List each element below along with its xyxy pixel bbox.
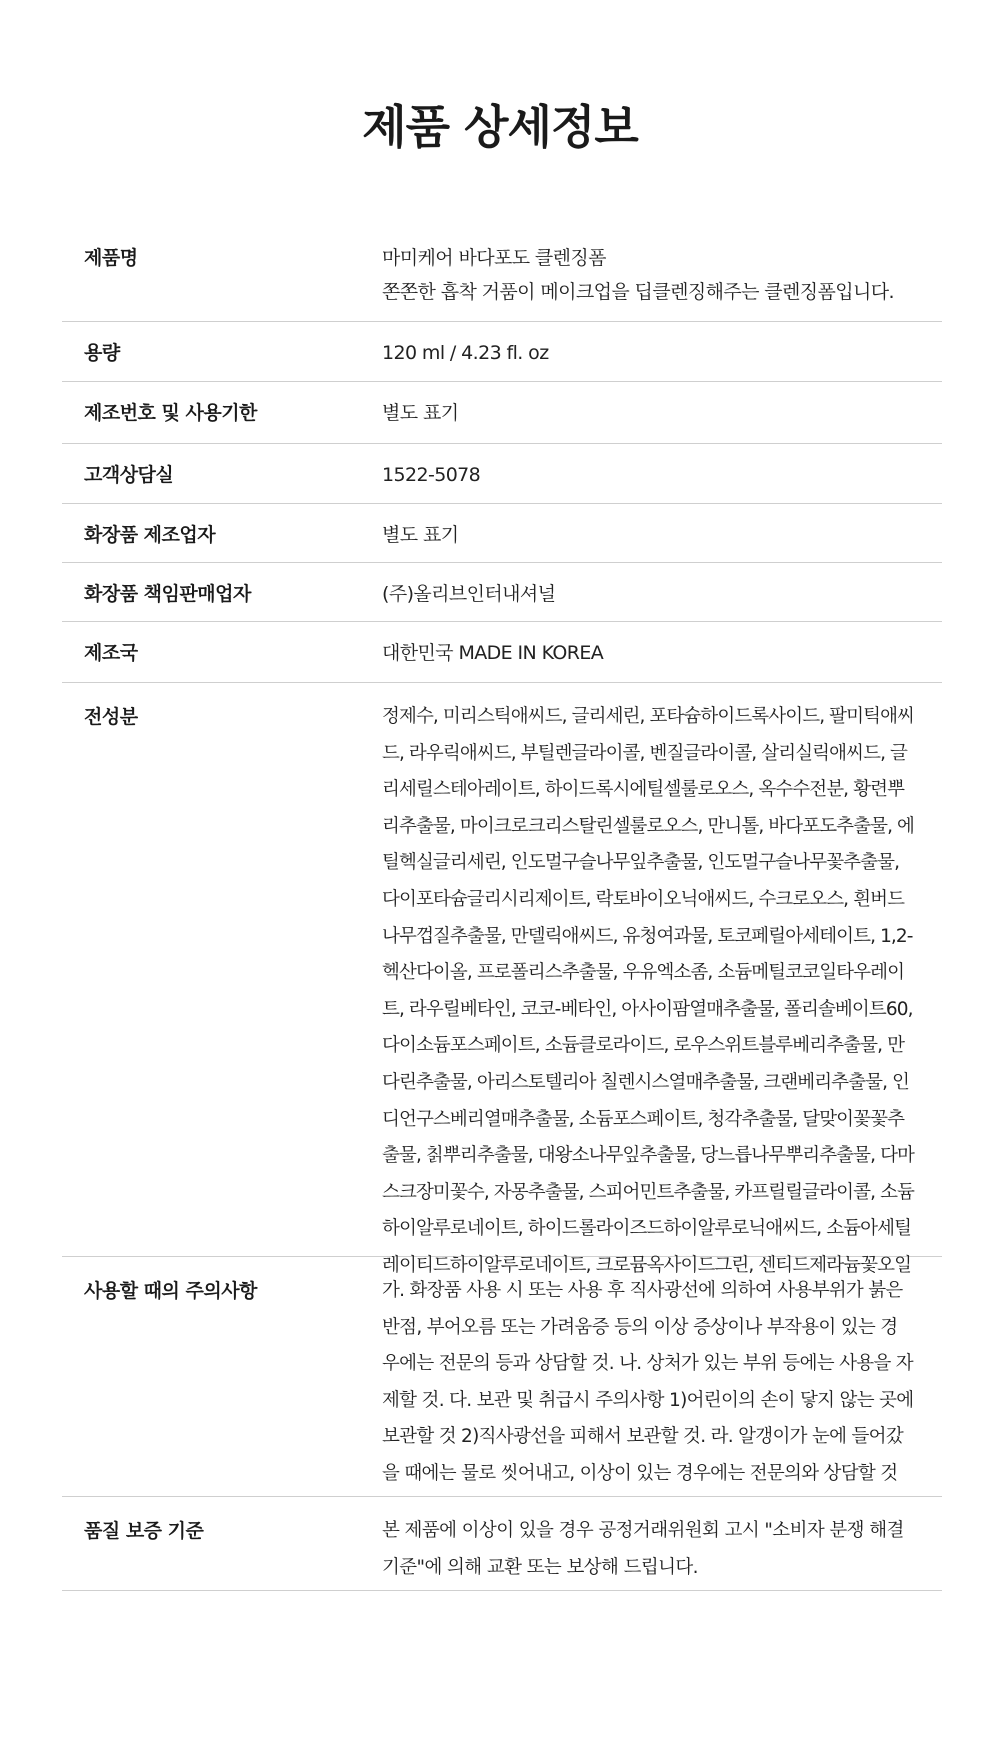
row-label: 고객상담실: [84, 464, 174, 486]
row-value: 별도 표기: [382, 402, 459, 424]
table-row-ingredients: [62, 683, 942, 1276]
row-label: 제조국: [84, 642, 138, 664]
table-row-customer-service: [62, 444, 942, 504]
page-title: 제품 상세정보: [362, 100, 638, 154]
row-value: 대한민국 MADE IN KOREA: [382, 642, 604, 664]
row-value: (주)올리브인터내셔널: [382, 583, 556, 605]
row-label: 사용할 때의 주의사항: [84, 1280, 257, 1302]
row-value: 1522-5078: [382, 464, 481, 486]
table-row-volume: [62, 322, 942, 382]
row-label: 제조번호 및 사용기한: [84, 402, 257, 424]
row-label: 화장품 제조업자: [84, 524, 216, 546]
row-value: 마미케어 바다포도 클렌징폼 쫀쫀한 흡착 거품이 메이크업을 딥클렌징해주는 클렌징폼입니다.: [382, 247, 894, 303]
product-info-table: [62, 227, 942, 1591]
row-value: 본 제품에 이상이 있을 경우 공정거래위원회 고시 "소비자 분쟁 해결 기준"에 의해 교환 또는 보상해 드립니다.: [382, 1520, 904, 1578]
row-label: 용량: [84, 342, 120, 364]
row-value: 별도 표기: [382, 524, 459, 546]
table-row-country-of-origin: [62, 622, 942, 683]
row-label: 품질 보증 기준: [84, 1520, 204, 1542]
row-label: 전성분: [84, 706, 138, 728]
row-value: 정제수, 미리스틱애씨드, 글리세린, 포타슘하이드록사이드, 팔미틱애씨 드, 라우릭애씨드, 부틸렌글라이콜, 벤질글라이콜, 살리실릭애씨드, 글 리세릴스테아레이트, 하이드록시에틸셀룰로오스, 옥수수전분, 황련뿌 리추출물, 마이크로크리스탈린셀룰로오스, 만니톨, 바다포도추출물, 에 틸헥실글리세린, 인도멀구슬나무잎추출물, 인도멀구슬나무꽃추출물, 다이포타슘글리시리제이트, 락토바이오닉애씨드, 수크로오스, 흰버드 나무껍질추출물, 만델릭애씨드, 유청여과물, 토코페릴아세테이트, 1,2- 헥산다이올, 프로폴리스추출물, 우유엑소좀, 소듐메틸코코일타우레이 트, 라우릴베타인, 코코-베타인, 아사이팜열매추출물, 폴리솔베이트60, 다이소듐포스페이트, 소듐클로라이드, 로우스위트블루베리추출물, 만 다린추출물, 아리스토텔리아 칠렌시스열매추출물, 크랜베리추출물, 인 디언구스베리열매추출물, 소듐포스페이트, 청각추출물, 달맞이꽃꽃추 출물, 칡뿌리추출물, 대왕소나무잎추출물, 당느릅나무뿌리추출물, 다마 스크장미꽃수, 자몽추출물, 스피어민트추출물, 카프릴릴글라이콜, 소듐 하이알루로네이트, 하이드롤라이즈드하이알루로닉애씨드, 소듐아세틸 레이티드하이알루로네이트, 크로뮴옥사이드그린, 센티드제라늄꽃오일: [382, 706, 915, 1276]
table-row-usage-cautions: [62, 1257, 942, 1497]
table-row-quality-guarantee: [62, 1497, 942, 1591]
row-value: 120 ml / 4.23 fl. oz: [382, 342, 549, 364]
row-label: 화장품 책임판매업자: [84, 583, 251, 605]
row-label: 제품명: [84, 247, 138, 269]
table-row-manufacturer: [62, 504, 942, 563]
row-value: 가. 화장품 사용 시 또는 사용 후 직사광선에 의하여 사용부위가 붉은 반점, 부어오름 또는 가려움증 등의 이상 증상이나 부작용이 있는 경 우에는 전문의 등과 상담할 것. 나. 상처가 있는 부위 등에는 사용을 자 제할 것. 다. 보관 및 취급시 주의사항 1)어린이의 손이 닿지 않는 곳에 보관할 것 2)직사광선을 피해서 보관할 것. 라. 알갱이가 눈에 들어갔 을 때에는 물로 씻어내고, 이상이 있는 경우에는 전문의와 상담할 것: [382, 1280, 914, 1484]
table-row-responsible-seller: [62, 563, 942, 622]
table-row-product-name: [62, 227, 942, 322]
table-row-lot-expiry: [62, 382, 942, 444]
